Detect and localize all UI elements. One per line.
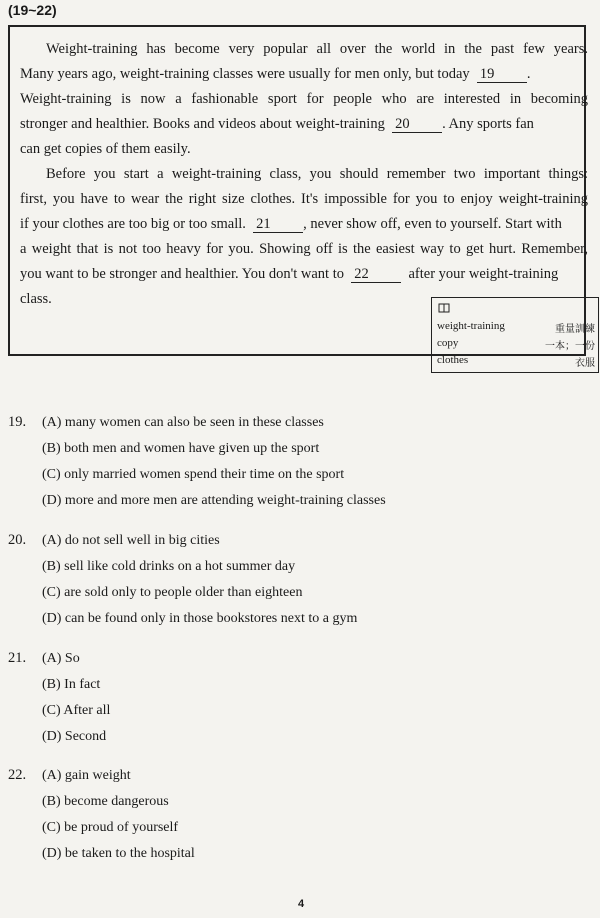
passage-line: class. [20, 291, 52, 307]
glossary-row [437, 354, 595, 370]
option-b: (B) both men and women have given up the sport [42, 441, 320, 456]
page-number: 4 [298, 898, 305, 910]
blank-21: 21 [253, 216, 303, 233]
question-number: 20. [8, 532, 27, 548]
option-b: (B) become dangerous [42, 794, 169, 809]
paragraph-1 [20, 37, 588, 162]
option-a: (A) gain weight [42, 768, 131, 783]
blank-19: 19 [477, 66, 527, 83]
passage-line: Before you start a weight-training class, you should remember two important things: [46, 166, 588, 182]
question-number: 21. [8, 650, 27, 666]
passage-box [8, 25, 595, 369]
option-a: (A) So [42, 651, 80, 666]
passage-line: Weight-training is now a fashionable sport for people who are interested in becoming [20, 91, 588, 107]
option-c: (C) be proud of yourself [42, 820, 179, 835]
option-d: (D) can be found only in those bookstores next to a gym [42, 611, 358, 626]
passage-line: Many years ago, weight-training classes were usually for men only, but today 19 . [20, 66, 531, 82]
paragraph-2 [20, 162, 588, 312]
book-icon [438, 302, 450, 314]
option-d: (D) Second [42, 729, 107, 744]
glossary-row [437, 337, 595, 353]
passage-line: Weight-training has become very popular all over the world in the past few years. [46, 41, 588, 57]
glossary-term: weight-training [437, 320, 505, 332]
option-a: (A) many women can also be seen in these classes [42, 415, 324, 430]
option-c: (C) are sold only to people older than eighteen [42, 585, 303, 600]
option-c: (C) only married women spend their time on the sport [42, 467, 345, 482]
passage-line: stronger and healthier. Books and videos about weight-training 20 . Any sports fan [20, 116, 534, 132]
question-range: (19~22) [8, 2, 57, 18]
glossary-term: clothes [437, 354, 469, 366]
option-c: (C) After all [42, 703, 111, 718]
question-number: 19. [8, 414, 27, 430]
glossary-translation: 衣服 [575, 358, 595, 369]
passage-line: a weight that is not too heavy for you. Showing off is the easiest way to get hurt. Remember, [20, 241, 588, 257]
question-number: 22. [8, 767, 27, 783]
glossary-term: copy [437, 337, 459, 349]
glossary-translation: 重量訓練 [555, 324, 595, 335]
glossary-translation: 一本；一份 [545, 341, 595, 352]
blank-20: 20 [392, 116, 442, 133]
option-d: (D) be taken to the hospital [42, 846, 195, 861]
blank-22: 22 [351, 266, 401, 283]
glossary-row [437, 320, 595, 336]
passage-line: if your clothes are too big or too small. 21 , never show off, even to yourself. Start with [20, 216, 562, 232]
option-d: (D) more and more men are attending weight-training classes [42, 493, 386, 508]
passage-line: you want to be stronger and healthier. You don't want to 22 after your weight-training [20, 266, 559, 282]
passage-line: can get copies of them easily. [20, 141, 191, 157]
option-a: (A) do not sell well in big cities [42, 533, 220, 548]
glossary-box [431, 297, 599, 373]
passage-line: first, you have to wear the right size clothes. It's impossible for you to enjoy weight-training [20, 191, 588, 207]
option-b: (B) sell like cold drinks on a hot summer day [42, 559, 296, 574]
option-b: (B) In fact [42, 677, 101, 692]
